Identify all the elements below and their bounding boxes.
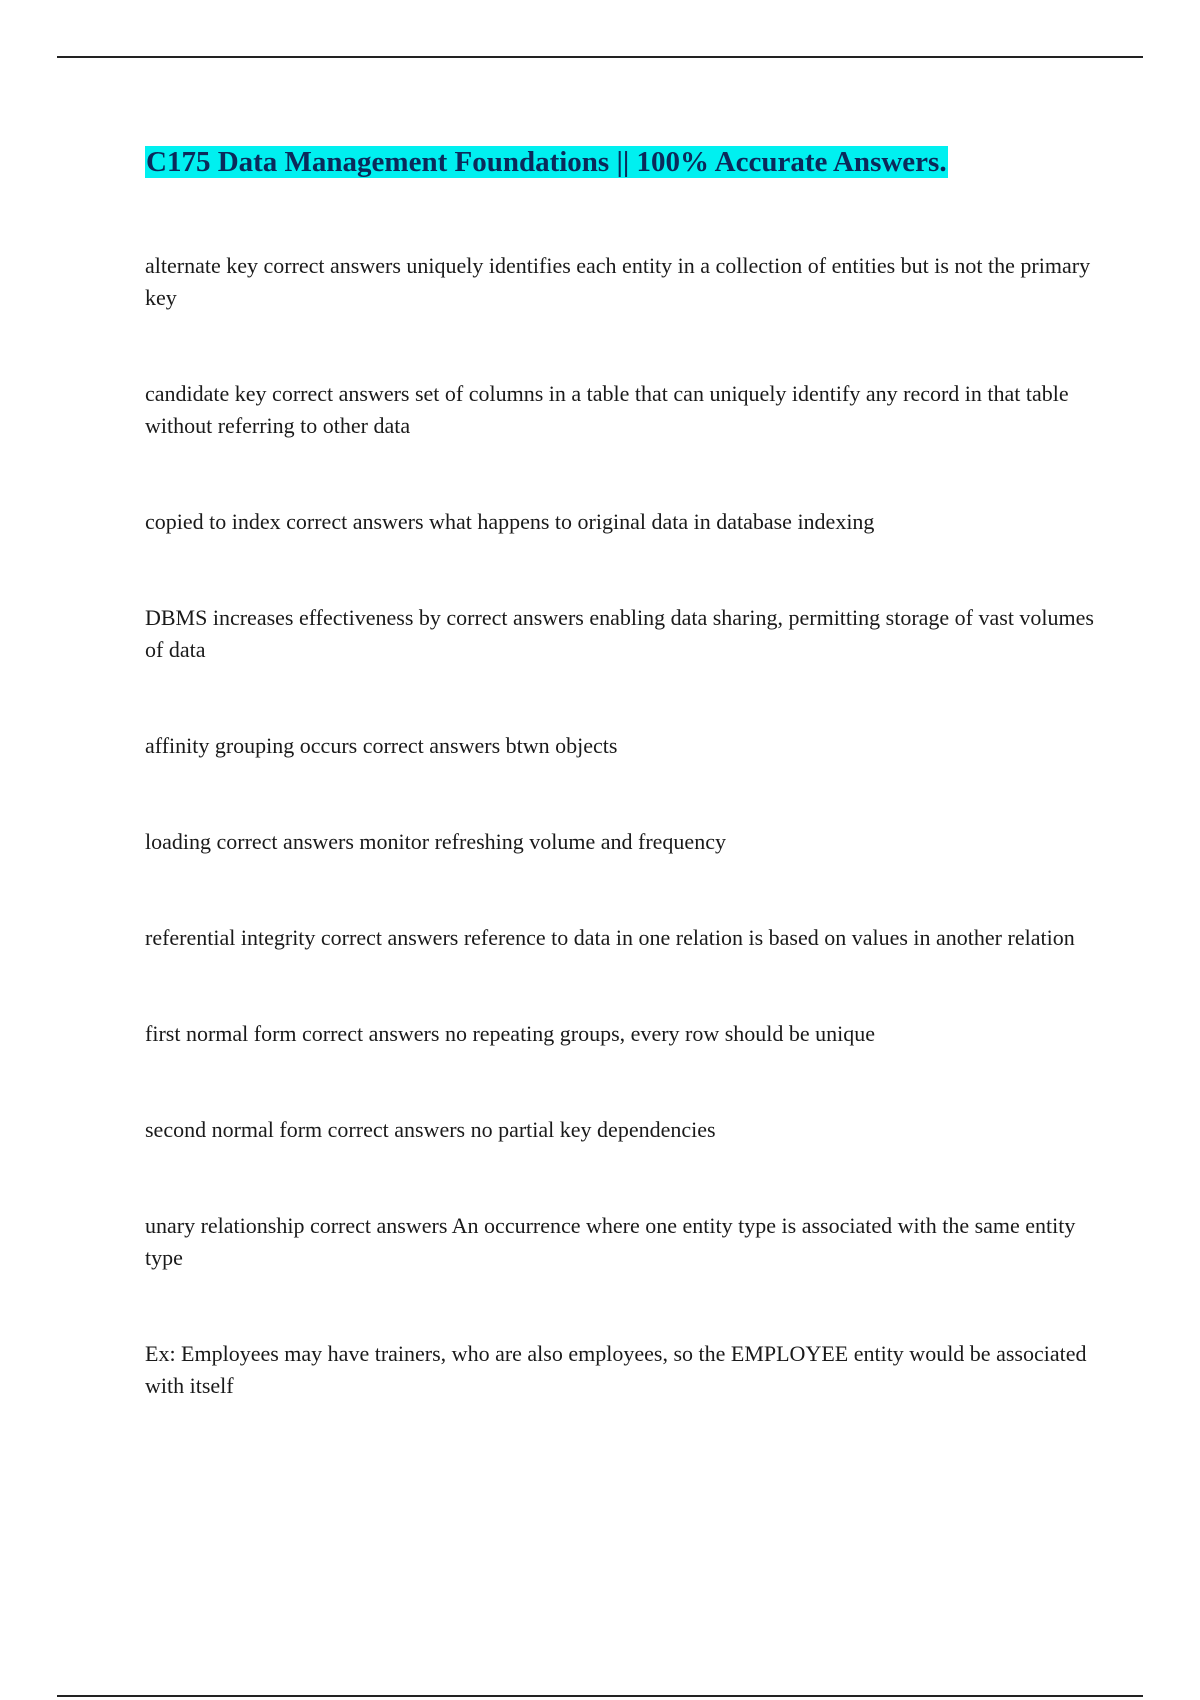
document-body: [145, 144, 1095, 1402]
list-item: first normal form correct answers no repeating groups, every row should be unique: [145, 1021, 876, 1046]
top-rule: [57, 56, 1143, 58]
list-item: referential integrity correct answers reference to data in one relation is based on values in another relation: [145, 925, 1075, 950]
list-item: loading correct answers monitor refreshing volume and frequency: [145, 829, 726, 854]
bottom-rule: [57, 1695, 1143, 1697]
list-item: copied to index correct answers what happens to original data in database indexing: [145, 509, 875, 534]
list-item: affinity grouping occurs correct answers btwn objects: [145, 733, 618, 758]
entry-list: [145, 250, 1095, 1402]
list-item: Ex: Employees may have trainers, who are also employees, so the EMPLOYEE entity would be associated with itself: [145, 1341, 1087, 1398]
document-title: [145, 144, 1095, 180]
list-item: second normal form correct answers no partial key dependencies: [145, 1117, 716, 1142]
list-item: DBMS increases effectiveness by correct answers enabling data sharing, permitting storage of vast volumes of data: [145, 605, 1094, 662]
list-item: candidate key correct answers set of columns in a table that can uniquely identify any record in that table without referring to other data: [145, 381, 1069, 438]
title-highlight: C175 Data Management Foundations || 100% Accurate Answers.: [146, 146, 947, 178]
list-item: alternate key correct answers uniquely identifies each entity in a collection of entities but is not the primary key: [145, 253, 1091, 310]
list-item: unary relationship correct answers An occurrence where one entity type is associated with the same entity type: [145, 1213, 1076, 1270]
